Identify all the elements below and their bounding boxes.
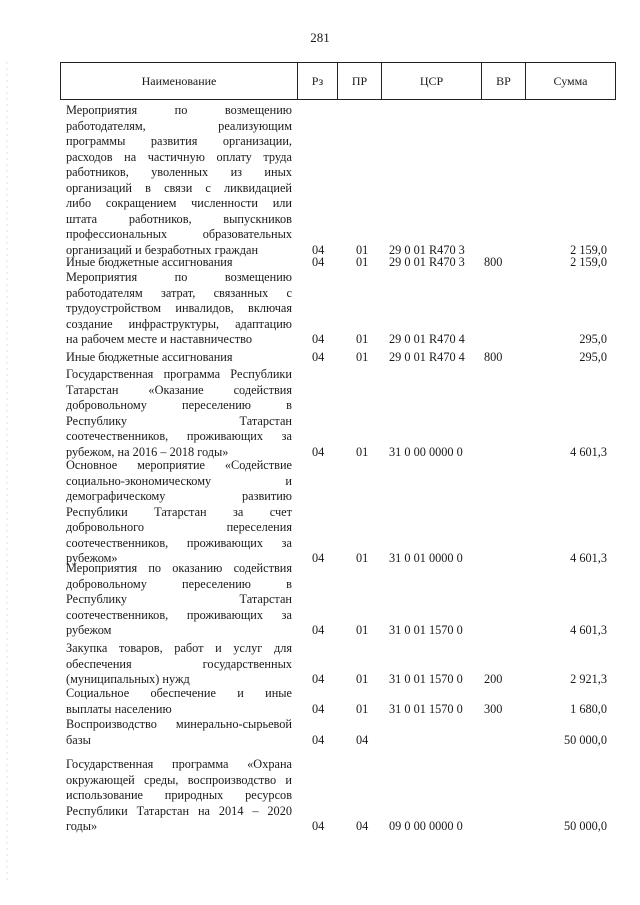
row-name-line: работодателям затрат, связанных с: [66, 285, 292, 300]
row-name: [66, 458, 292, 567]
row-csr: 09 0 00 0000 0: [389, 819, 463, 833]
row-pr: 01: [356, 701, 369, 716]
row-vr: 800: [484, 255, 503, 269]
row-pr: 01: [356, 350, 369, 364]
row-pr: 01: [356, 332, 369, 346]
row-name: [66, 686, 292, 717]
row-sum: 4 601,3: [570, 444, 607, 459]
row-name-line: создание инфраструктуры, адаптацию: [66, 316, 292, 331]
row-name-line: на рабочем месте и наставничество: [66, 332, 252, 346]
row-rz: 04: [312, 672, 325, 686]
row-name-line: соотечественников, проживающих за: [66, 535, 292, 550]
row-name-line: Государственная программа Республики: [66, 367, 292, 381]
row-name-line: Республику Татарстан: [66, 592, 292, 606]
row-csr: 29 0 01 R470 4: [389, 350, 465, 364]
row-name-line: рубежом, на 2016 – 2018 годы»: [66, 444, 229, 459]
row-pr: 04: [356, 732, 369, 747]
row-vr: 300: [484, 701, 503, 716]
row-sum: 4 601,3: [570, 551, 607, 565]
row-name-line: Воспроизводство минерально-сырьевой: [66, 717, 292, 731]
row-name-line: выплаты населению: [66, 701, 172, 716]
row-sum: 50 000,0: [563, 732, 607, 747]
row-name-line: Татарстан «Оказание содействия: [66, 382, 292, 397]
row-sum: 2 921,3: [570, 672, 607, 686]
row-name: [66, 103, 292, 258]
row-name-line: (муниципальных) нужд: [66, 672, 190, 686]
header-sum: Сумма: [525, 63, 615, 99]
row-rz: 04: [312, 551, 325, 565]
row-rz: 04: [312, 732, 325, 747]
row-name-line: работодателям, реализующим: [66, 118, 292, 133]
row-name-line: рубежом»: [66, 551, 118, 565]
row-name-line: добровольному переселению в: [66, 576, 292, 591]
row-name: [66, 270, 292, 348]
binding-margin-dots: [6, 60, 8, 880]
row-name-line: Мероприятия по возмещению: [66, 270, 292, 284]
row-name-line: Социальное обеспечение и иные: [66, 686, 292, 700]
row-rz: 04: [312, 819, 325, 833]
row-name: [66, 717, 292, 748]
row-name-line: Иные бюджетные ассигнования: [66, 255, 233, 269]
header-csr: ЦСР: [381, 63, 481, 99]
row-name-line: Основное мероприятие «Содействие: [66, 458, 292, 472]
row-name-line: Государственная программа «Охрана: [66, 757, 292, 771]
row-rz: 04: [312, 444, 325, 459]
header-vr: ВР: [481, 63, 525, 99]
row-csr: 31 0 01 1570 0: [389, 701, 463, 716]
row-name-line: программы развития организации,: [66, 134, 292, 148]
row-name-line: Республики Татарстан на 2014 – 2020: [66, 803, 292, 818]
row-pr: 01: [356, 551, 369, 565]
row-pr: 04: [356, 819, 369, 833]
row-pr: 01: [356, 623, 369, 637]
row-sum: 295,0: [579, 332, 607, 346]
row-name-line: организаций в связи с ликвидацией: [66, 180, 292, 195]
row-sum: 2 159,0: [570, 255, 607, 269]
row-csr: 31 0 00 0000 0: [389, 444, 463, 459]
row-sum: 295,0: [579, 350, 607, 364]
row-name-line: трудоустройством инвалидов, включая: [66, 301, 292, 315]
row-name: [66, 255, 292, 271]
row-rz: 04: [312, 255, 325, 269]
row-name-line: обеспечения государственных: [66, 656, 292, 671]
row-sum: 1 680,0: [570, 701, 607, 716]
row-name: [66, 367, 292, 460]
row-rz: 04: [312, 701, 325, 716]
header-pr: ПР: [337, 63, 381, 99]
row-pr: 01: [356, 672, 369, 686]
row-vr: 200: [484, 672, 503, 686]
row-name-line: соотечественников, проживающих за: [66, 607, 292, 622]
row-name-line: Республику Татарстан: [66, 413, 292, 428]
row-name-line: соотечественников, проживающих за: [66, 429, 292, 443]
row-rz: 04: [312, 332, 325, 346]
row-name-line: окружающей среды, воспроизводство и: [66, 772, 292, 787]
row-pr: 01: [356, 242, 369, 257]
page-number: 281: [310, 30, 330, 45]
row-name-line: Мероприятия по возмещению: [66, 103, 292, 117]
row-name: [66, 561, 292, 639]
row-csr: 29 0 01 R470 3: [389, 242, 465, 257]
row-name-line: рубежом: [66, 623, 112, 637]
row-name-line: социально-экономическому и: [66, 473, 292, 488]
row-name-line: Республики Татарстан за счет: [66, 504, 292, 519]
row-sum: 2 159,0: [570, 242, 607, 257]
row-name-line: использование природных ресурсов: [66, 788, 292, 802]
row-name-line: демографическому развитию: [66, 489, 292, 503]
row-name: [66, 757, 292, 835]
row-name: [66, 350, 292, 366]
row-csr: 31 0 01 0000 0: [389, 551, 463, 565]
row-name-line: базы: [66, 732, 91, 747]
row-vr: 800: [484, 350, 503, 364]
row-name-line: работников, уволенных из иных: [66, 165, 292, 179]
header-rz: Рз: [297, 63, 337, 99]
row-csr: 31 0 01 1570 0: [389, 672, 463, 686]
row-name-line: добровольному переселению в: [66, 398, 292, 412]
row-name-line: Закупка товаров, работ и услуг для: [66, 641, 292, 655]
row-csr: 29 0 01 R470 4: [389, 332, 465, 346]
row-name: [66, 641, 292, 688]
row-rz: 04: [312, 242, 325, 257]
row-name-line: Мероприятия по оказанию содействия: [66, 561, 292, 575]
row-rz: 04: [312, 350, 325, 364]
row-name-line: Иные бюджетные ассигнования: [66, 350, 233, 364]
row-pr: 01: [356, 255, 369, 269]
row-csr: 29 0 01 R470 3: [389, 255, 465, 269]
row-name-line: организаций и безработных граждан: [66, 242, 259, 257]
row-name-line: добровольного переселения: [66, 520, 292, 534]
row-sum: 4 601,3: [570, 623, 607, 637]
row-name-line: профессиональных образовательных: [66, 227, 292, 241]
header-name: Наименование: [141, 74, 217, 88]
row-name-line: расходов на частичную оплату труда: [66, 149, 292, 164]
table-header: [60, 62, 616, 100]
row-name-line: либо сокращением численности или: [66, 196, 292, 210]
row-name-line: годы»: [66, 819, 98, 833]
row-rz: 04: [312, 623, 325, 637]
row-pr: 01: [356, 444, 369, 459]
row-sum: 50 000,0: [563, 819, 607, 833]
row-name-line: штата работников, выпускников: [66, 211, 292, 226]
row-csr: 31 0 01 1570 0: [389, 623, 463, 637]
